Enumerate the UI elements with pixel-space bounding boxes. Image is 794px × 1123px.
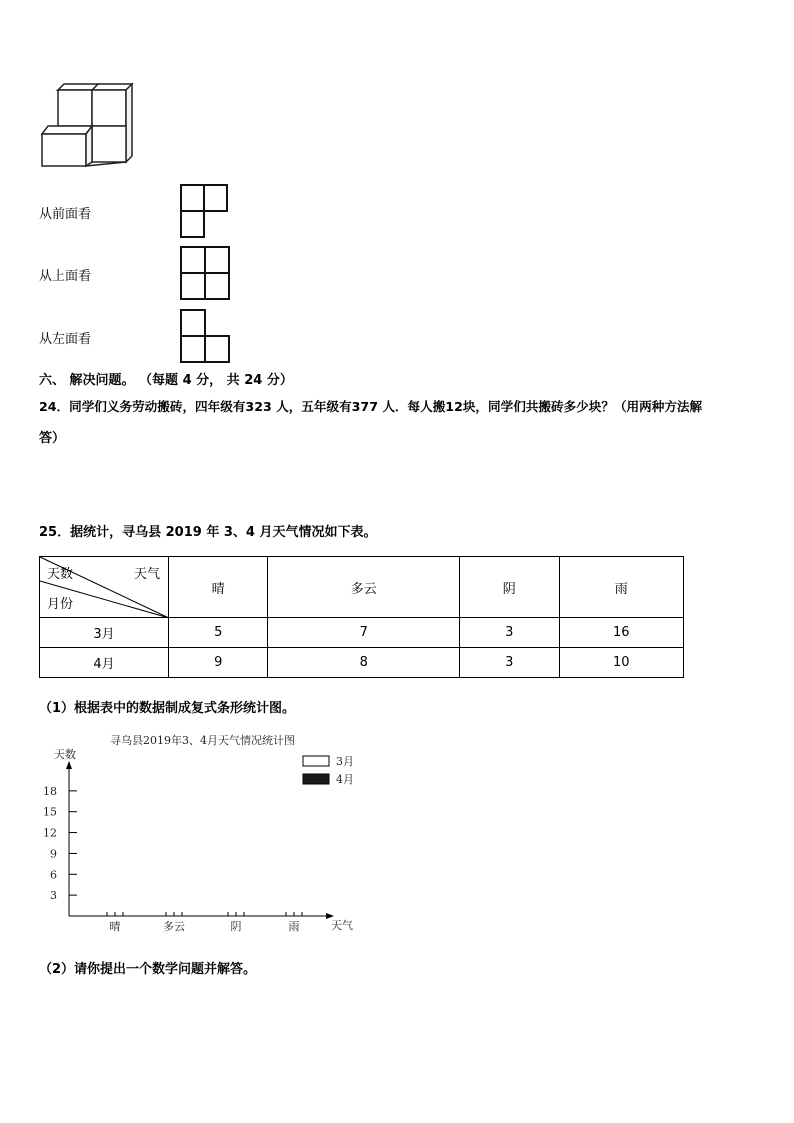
- table-row: [40, 648, 684, 678]
- table-cell: 3: [460, 618, 559, 648]
- cube-figure: [40, 80, 140, 170]
- row-label: 3月: [40, 618, 169, 648]
- legend-label-march: 3月: [336, 755, 354, 768]
- table-cell: 5: [169, 618, 268, 648]
- x-tick-label: 多云: [163, 920, 185, 933]
- weather-table: [39, 556, 684, 678]
- bar-chart: [40, 728, 360, 943]
- legend-swatch-march: [303, 756, 329, 766]
- table-cell: 8: [268, 648, 460, 678]
- table-cell: 9: [169, 648, 268, 678]
- table-cell: 16: [559, 618, 684, 648]
- y-tick-label: 6: [50, 868, 57, 882]
- header-cell: 雨: [559, 557, 684, 618]
- y-tick-label: 12: [43, 826, 57, 840]
- x-tick-label: 阴: [230, 920, 242, 933]
- header-cell: 阴: [460, 557, 559, 618]
- front-view-label: 从前面看: [39, 207, 92, 222]
- corner-month-label: 月份: [47, 597, 74, 612]
- top-view-label: 从上面看: [39, 269, 92, 284]
- corner-weather-label: 天气: [133, 567, 160, 582]
- legend-label-april: 4月: [336, 773, 354, 786]
- q25-sub1: （1）根据表中的数据制成复式条形统计图。: [39, 701, 296, 716]
- table-cell: 3: [460, 648, 559, 678]
- header-cell: 多云: [268, 557, 460, 618]
- front-view-grid: [180, 184, 230, 240]
- q24-line2: 答）: [39, 431, 66, 446]
- q24-line1: 24．同学们义务劳动搬砖，四年级有323 人，五年级有377 人．每人搬12块，同学们共搬砖多少块？（用两种方法解: [39, 399, 703, 414]
- corner-days-label: 天数: [47, 567, 74, 582]
- x-tick-label: 雨: [288, 920, 300, 933]
- top-view-grid: [180, 246, 232, 302]
- q25-intro: 25．据统计，寻乌县 2019 年 3、4 月天气情况如下表。: [39, 525, 377, 540]
- y-tick-label: 18: [43, 784, 57, 798]
- q25-sub2: （2）请你提出一个数学问题并解答。: [39, 962, 257, 977]
- table-cell: 10: [559, 648, 684, 678]
- y-axis-label: 天数: [54, 748, 76, 761]
- x-axis-label: 天气: [331, 919, 353, 932]
- left-view-label: 从左面看: [39, 332, 92, 347]
- x-tick-label: 晴: [109, 920, 121, 933]
- row-label: 4月: [40, 648, 169, 678]
- table-header-row: [40, 557, 684, 618]
- table-row: [40, 618, 684, 648]
- table-cell: 7: [268, 618, 460, 648]
- y-tick-label: 9: [50, 847, 57, 861]
- y-tick-label: 15: [43, 805, 57, 819]
- y-axis-arrow: [66, 761, 72, 769]
- left-view-grid: [180, 309, 232, 365]
- section-title: 六、 解决问题。 （每题 4 分， 共 24 分）: [39, 373, 293, 388]
- y-tick-label: 3: [50, 889, 57, 903]
- legend-swatch-april: [303, 774, 329, 784]
- chart-title: 寻乌县2019年3、4月天气情况统计图: [110, 734, 295, 747]
- table-corner-cell: [40, 557, 169, 618]
- header-cell: 晴: [169, 557, 268, 618]
